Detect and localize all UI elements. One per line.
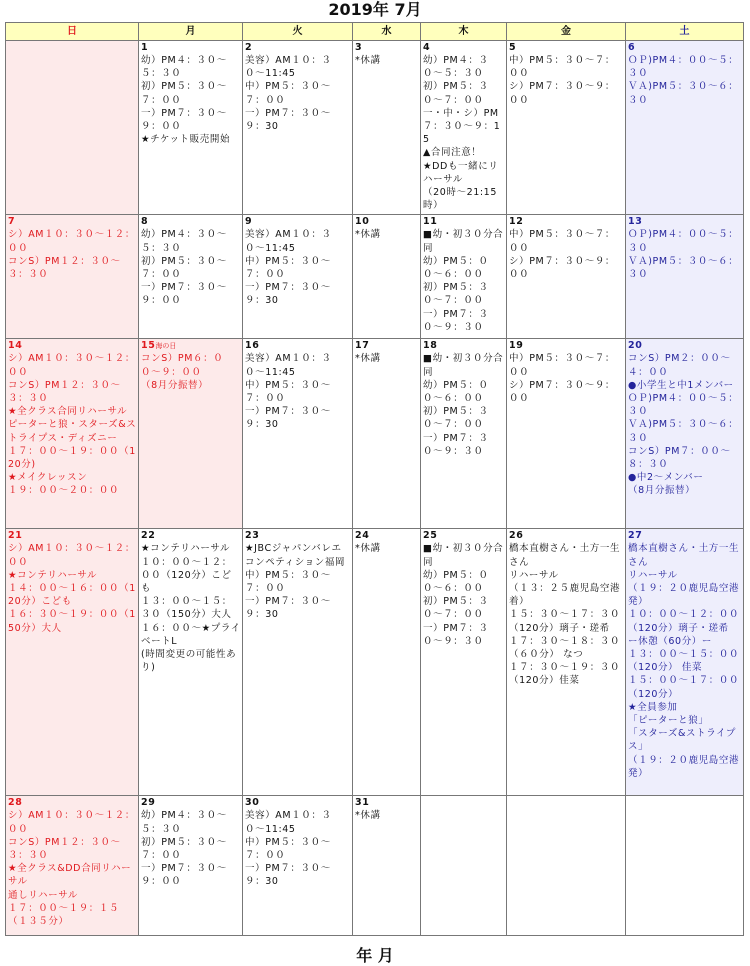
day-number-text: 3 xyxy=(355,42,363,53)
event-line: コンS）PM２：００〜４：００ xyxy=(628,353,731,378)
event-line: １９：００〜２０：００ xyxy=(8,485,120,497)
event-line: ★コンテリハーサル xyxy=(141,543,231,555)
day-number xyxy=(628,340,742,352)
event-line: リハーサル xyxy=(628,569,678,581)
event-line: 「スターズ&ストライプス」 xyxy=(628,728,736,753)
event-line: ★全クラス合同リハーサル xyxy=(8,406,128,418)
day-cell xyxy=(626,41,744,215)
day-number xyxy=(355,530,419,542)
event-line: １３：００〜１５：３０（150分）大人 xyxy=(141,596,232,621)
day-cell xyxy=(421,529,507,796)
event-line: 幼）PM５：００〜６：００ xyxy=(423,569,489,595)
event-line: 中）PM５：３０〜７：００ xyxy=(509,55,616,80)
day-number-text: 16 xyxy=(245,340,260,352)
day-cell xyxy=(6,339,139,529)
event-line: １５：００〜１７：００（120分） xyxy=(628,675,740,700)
day-number-text: 8 xyxy=(141,216,149,228)
event-line: リハーサル xyxy=(509,569,559,581)
event-line: ★全員参加 xyxy=(628,701,678,713)
day-number xyxy=(245,42,351,54)
event-line: シ）AM１０：３０〜１２：００ xyxy=(8,353,135,378)
event-line: 中）PM５：３０〜７：００ xyxy=(245,255,331,281)
day-number xyxy=(141,797,241,809)
week-row xyxy=(6,339,744,529)
day-number xyxy=(8,797,137,809)
event-line: １６：３０〜１９：００（150分）大人 xyxy=(8,609,136,634)
event-line: 一）PM７：３０〜９：30 xyxy=(245,596,331,621)
day-number-text: 17 xyxy=(355,340,370,352)
day-number-text: 29 xyxy=(141,797,156,809)
event-line: 初）PM５：３０〜７：００ xyxy=(423,81,489,106)
event-line: コンS）PM１２：３０〜３：３０ xyxy=(8,836,121,862)
event-line: １７：３０〜１９：３０（120分）佳菜 xyxy=(509,662,621,687)
event-line: ●中2〜メンバー xyxy=(628,472,704,484)
day-cell xyxy=(507,529,626,796)
day-number-text: 22 xyxy=(141,530,156,542)
event-line: 一）PM７：３０〜９：３０ xyxy=(423,622,489,647)
event-line: １６：００〜★プライベートL xyxy=(141,622,241,647)
event-line: ★メイクレッスン xyxy=(8,472,88,484)
event-line: 中）PM５：３０〜７：００ xyxy=(509,353,616,378)
weekday-thursday: 木 xyxy=(421,23,507,41)
event-line: 一）PM７：３０〜９：００ xyxy=(141,282,227,307)
day-cell xyxy=(243,41,353,215)
next-calendar-title: 年 月 xyxy=(356,946,394,965)
event-line: 幼）PM４：３０〜５：３０ xyxy=(141,55,227,80)
day-cell xyxy=(626,529,744,796)
day-cell xyxy=(421,339,507,529)
day-number xyxy=(245,216,351,228)
event-line: 一・中・シ）PM７：３０〜９：15 xyxy=(423,107,501,146)
event-line: （20時〜21:15時） xyxy=(423,187,497,212)
day-cell xyxy=(421,41,507,215)
event-line: *休講 xyxy=(355,353,381,365)
day-number xyxy=(8,340,137,352)
day-cell xyxy=(6,215,139,339)
event-line: 美容）AM１０：３０〜11:45 xyxy=(245,55,332,80)
event-line: （8月分振替） xyxy=(141,379,209,391)
event-line: ■幼・初３０分合同 xyxy=(423,229,504,254)
event-line: 美容）AM１０：３０〜11:45 xyxy=(245,229,332,254)
day-number xyxy=(509,42,624,54)
day-number-text: 12 xyxy=(509,216,524,228)
day-number-text: 25 xyxy=(423,530,438,542)
event-line: ★全クラス&DD合同リハーサル xyxy=(8,863,132,888)
day-cell xyxy=(353,529,421,796)
event-line: 一）PM７：３０〜９：30 xyxy=(245,107,331,133)
day-number xyxy=(355,216,419,228)
event-line: 幼）PM４：３０〜５：３０ xyxy=(141,810,227,835)
event-line: ★コンテリハーサル xyxy=(8,569,98,581)
weekday-friday: 金 xyxy=(507,23,626,41)
event-line: ＶＡ)PM５：３０〜６：３０ xyxy=(628,419,739,444)
day-number xyxy=(245,530,351,542)
day-number xyxy=(245,340,351,352)
day-number-text: 6 xyxy=(628,42,636,53)
day-number-text: 23 xyxy=(245,530,260,542)
event-line: *休講 xyxy=(355,543,381,555)
day-number xyxy=(141,216,241,228)
event-line: 一）PM７：３０〜９：３０ xyxy=(423,432,489,457)
day-number-text: 11 xyxy=(423,216,438,228)
event-line: １７：００〜１９：００（120分) xyxy=(8,445,136,471)
event-line: 中）PM５：３０〜７：００ xyxy=(245,569,331,595)
event-line: ■幼・初３０分合同 xyxy=(423,353,504,378)
event-line: シ）PM７：３０〜９：００ xyxy=(509,379,616,405)
day-number-text: 28 xyxy=(8,797,23,809)
event-line: 幼）PM５：００〜６：００ xyxy=(423,379,489,405)
day-cell xyxy=(139,796,243,936)
day-number xyxy=(509,340,624,352)
event-line: 中）PM５：３０〜７：００ xyxy=(245,81,331,106)
event-line: 橋本直樹さん・土方一生さん xyxy=(628,543,740,568)
event-line: 幼）PM５：００〜６：００ xyxy=(423,255,489,281)
event-line: ＶＡ)PM５：３０〜６：３０ xyxy=(628,81,739,106)
day-number xyxy=(355,340,419,352)
event-line: 中）PM５：３０〜７：００ xyxy=(509,229,616,254)
day-number xyxy=(628,216,742,228)
weekday-header-row xyxy=(6,23,744,41)
event-line: シ）PM７：３０〜９：００ xyxy=(509,255,616,281)
event-line: 一）PM７：３０〜９：００ xyxy=(141,107,227,133)
event-line: １７：３０〜１８：３０（６０分） なつ xyxy=(509,635,621,661)
weekday-sunday: 日 xyxy=(6,23,139,41)
day-cell xyxy=(139,215,243,339)
day-cell xyxy=(507,41,626,215)
day-cell xyxy=(626,215,744,339)
day-cell xyxy=(243,529,353,796)
event-line: シ）AM１０：３０〜１２：００ xyxy=(8,229,135,254)
week-row xyxy=(6,215,744,339)
day-number-text: 13 xyxy=(628,216,643,228)
event-line: 橋本直樹さん・土方一生さん xyxy=(509,543,621,568)
day-number-text: 1 xyxy=(141,42,149,53)
weekday-saturday: 土 xyxy=(626,23,744,41)
day-number xyxy=(423,340,505,352)
weekday-monday: 月 xyxy=(139,23,243,41)
day-number xyxy=(141,42,241,54)
empty-day-cell xyxy=(507,796,626,936)
event-line: コンS）PM１２：３０〜３：３０ xyxy=(8,255,121,281)
event-line: 通しリハーサル xyxy=(8,889,78,901)
day-cell xyxy=(139,529,243,796)
event-line: ▲合同注意！ xyxy=(423,147,482,159)
day-number xyxy=(355,797,419,809)
holiday-label: 海の日 xyxy=(155,342,177,351)
event-line: 初）PM５：３０〜７：００ xyxy=(141,81,227,106)
day-number xyxy=(141,530,241,542)
event-line: 初）PM５：３０〜７：００ xyxy=(141,255,227,281)
weekday-tuesday: 火 xyxy=(243,23,353,41)
week-row xyxy=(6,796,744,936)
weekday-wednesday: 水 xyxy=(353,23,421,41)
event-line: ★チケット販売開始 xyxy=(141,134,231,146)
day-number xyxy=(628,42,742,54)
day-cell xyxy=(507,339,626,529)
event-line: 中）PM５：３０〜７：００ xyxy=(245,836,331,862)
event-line: ＶＡ)PM５：３０〜６：３０ xyxy=(628,255,739,281)
event-line: （１９：２０鹿児島空港発） xyxy=(628,583,740,608)
event-line: *休講 xyxy=(355,229,381,241)
event-line: 初）PM５：３０〜７：００ xyxy=(423,406,489,431)
day-number-text: 20 xyxy=(628,340,643,352)
day-number-text: 18 xyxy=(423,340,438,352)
event-line: (時間変更の可能性あり) xyxy=(141,649,237,674)
day-number xyxy=(8,530,137,542)
day-number-text: 27 xyxy=(628,530,643,542)
day-cell xyxy=(6,529,139,796)
event-line: ＯＰ)PM４：００〜５：３０ xyxy=(628,393,739,418)
event-line: コンS）PM１２：３０〜３：３０ xyxy=(8,379,121,405)
event-line: ★DDも一緒にリハーサル xyxy=(423,160,499,185)
day-number xyxy=(509,216,624,228)
event-line: 一）PM７：３０〜９：30 xyxy=(245,863,331,888)
event-line: １４：００〜１６：００（120分）こども xyxy=(8,583,136,608)
day-number-text: 15 xyxy=(141,340,156,352)
day-number-text: 14 xyxy=(8,340,23,352)
day-number-text: 10 xyxy=(355,216,370,228)
day-number xyxy=(628,530,742,542)
event-line: ■幼・初３０分合同 xyxy=(423,543,504,568)
day-cell xyxy=(353,796,421,936)
event-line: 一）PM７：３０〜９：３０ xyxy=(423,308,489,333)
day-number xyxy=(423,216,505,228)
day-cell xyxy=(421,215,507,339)
day-number xyxy=(8,216,137,228)
event-line: 美容）AM１０：３０〜11:45 xyxy=(245,810,332,835)
event-line: 初）PM５：３０〜７：００ xyxy=(141,836,227,862)
event-line: １３：００〜１５：００（120分） 佳菜 xyxy=(628,649,740,674)
event-line: 中）PM５：３０〜７：００ xyxy=(245,379,331,405)
event-line: シ）PM７：３０〜９：００ xyxy=(509,81,616,106)
day-number-text: 21 xyxy=(8,530,23,542)
event-line: 美容）AM１０：３０〜11:45 xyxy=(245,353,332,378)
event-line: ●小学生と中1メンバー xyxy=(628,379,734,391)
event-line: シ）AM１０：３０〜１２：００ xyxy=(8,810,135,835)
event-line: １０：００〜１２：００（120分）璃子・瑳希 xyxy=(628,609,740,634)
day-number xyxy=(245,797,351,809)
day-number xyxy=(423,530,505,542)
day-cell xyxy=(353,41,421,215)
event-line: シ）AM１０：３０〜１２：００ xyxy=(8,543,135,568)
day-cell xyxy=(243,339,353,529)
event-line: 幼）PM４：３０〜５：３０ xyxy=(141,229,227,254)
event-line: 初）PM５：３０〜７：００ xyxy=(423,282,489,307)
event-line: １０：００〜１２：００（120分）こども xyxy=(141,556,232,595)
day-number xyxy=(423,42,505,54)
empty-day-cell xyxy=(6,41,139,215)
event-line: （8月分振替） xyxy=(628,485,696,497)
event-line: *休講 xyxy=(355,810,381,822)
day-number xyxy=(141,340,241,352)
event-line: ★JBCジャパンバレエコンペティション福岡 xyxy=(245,543,346,568)
day-number-text: 24 xyxy=(355,530,370,542)
event-line: 「ピーターと狼」 xyxy=(628,715,709,727)
calendar-table xyxy=(5,22,744,936)
week-row xyxy=(6,41,744,215)
week-row xyxy=(6,529,744,796)
day-number-text: 5 xyxy=(509,42,517,53)
day-cell xyxy=(243,215,353,339)
event-line: コンS）PM６：００〜９：００ xyxy=(141,353,224,378)
day-number-text: 26 xyxy=(509,530,524,542)
empty-day-cell xyxy=(421,796,507,936)
day-cell xyxy=(353,215,421,339)
event-line: *休講 xyxy=(355,55,381,66)
event-line: 一）PM７：３０〜９：００ xyxy=(141,863,227,888)
event-line: 初）PM５：３０〜７：００ xyxy=(423,596,489,621)
event-line: コンS）PM７：００〜８：３０ xyxy=(628,445,731,471)
event-line: 幼）PM４：３０〜５：３０ xyxy=(423,55,489,80)
day-number-text: 9 xyxy=(245,216,253,228)
day-cell xyxy=(243,796,353,936)
event-line: １７：００〜１９：１５（１３５分） xyxy=(8,902,120,928)
event-line: ー休憩（60分）ー xyxy=(628,635,712,647)
day-cell xyxy=(507,215,626,339)
event-line: 一）PM７：３０〜９：30 xyxy=(245,282,331,307)
empty-day-cell xyxy=(626,796,744,936)
day-number xyxy=(509,530,624,542)
event-line: １５：３０〜１７：３０（120分）璃子・瑳希 xyxy=(509,609,621,634)
event-line: ＯＰ)PM４：００〜５：３０ xyxy=(628,229,739,254)
event-line: ＯＰ)PM４：００〜５：３０ xyxy=(628,55,739,80)
day-number-text: 4 xyxy=(423,42,431,53)
day-cell xyxy=(626,339,744,529)
event-line: 一）PM７：３０〜９：30 xyxy=(245,406,331,431)
calendar-title: 2019年 7月 xyxy=(328,0,422,19)
day-cell xyxy=(139,339,243,529)
day-number-text: 7 xyxy=(8,216,16,228)
day-number-text: 19 xyxy=(509,340,524,352)
day-cell xyxy=(353,339,421,529)
day-number-text: 31 xyxy=(355,797,370,809)
day-number-text: 2 xyxy=(245,42,253,53)
day-number xyxy=(355,42,419,54)
event-line: （１９：２０鹿児島空港発） xyxy=(628,754,740,779)
day-number-text: 30 xyxy=(245,797,260,809)
event-line: （１３：２５鹿児島空港着） xyxy=(509,583,621,608)
day-cell xyxy=(139,41,243,215)
event-line: ピーターと狼・スターズ&ストライプス・ディズニー xyxy=(8,419,137,444)
day-cell xyxy=(6,796,139,936)
